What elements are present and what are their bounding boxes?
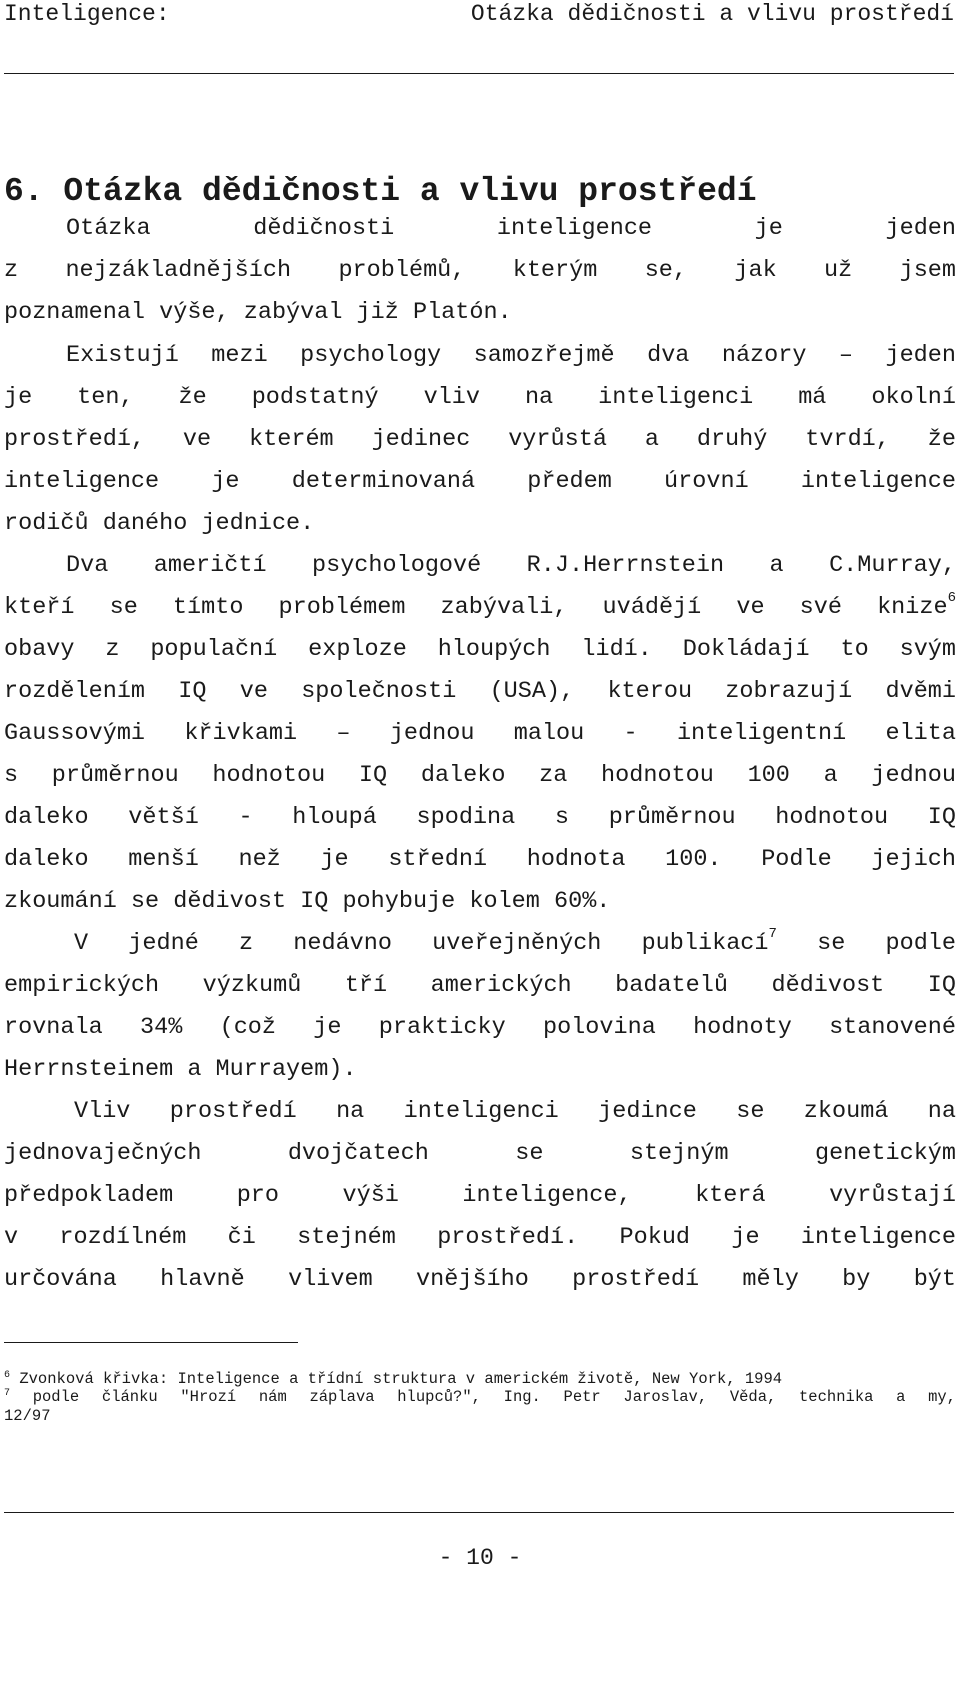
- p1-line-3: poznamenal výše, zabýval již Platón.: [4, 299, 512, 326]
- p4-line-1-text-a: V jedné z nedávno uveřejněných publikací: [74, 930, 769, 957]
- p2-line-4: inteligence je determinovaná předem úrovní inteligence: [4, 468, 956, 495]
- footnote-7: [4, 1388, 956, 1406]
- p5-line-4: v rozdílném či stejném prostředí. Pokud je inteligence: [4, 1224, 956, 1251]
- footnote-6-mark: 6: [4, 1370, 11, 1381]
- p5-line-1: Vliv prostředí na inteligenci jedince se zkoumá na: [74, 1098, 956, 1125]
- p3-line-3: obavy z populační exploze hloupých lidí. Dokládají to svým: [4, 636, 956, 663]
- p4-line-2: empirických výzkumů tří amerických badatelů dědivost IQ: [4, 972, 956, 999]
- page-number: - 10 -: [438, 1545, 522, 1571]
- footnote-7-continuation: 12/97: [4, 1407, 51, 1425]
- p4-line-1-text-b: se podle: [776, 930, 957, 957]
- header-chapter-label: Inteligence:: [4, 1, 170, 27]
- footnote-7-mark: 7: [4, 1388, 11, 1399]
- running-header: [4, 0, 954, 30]
- p3-line-8: daleko menší než je střední hodnota 100. Podle jejich: [4, 846, 956, 873]
- footnote-ref-7: 7: [768, 926, 777, 942]
- footnote-separator: [4, 1342, 298, 1343]
- header-rule: [4, 73, 954, 74]
- p3-line-9: zkoumání se dědivost IQ pohybuje kolem 60%.: [4, 888, 611, 915]
- p3-line-4: rozdělením IQ ve společnosti (USA), kterou zobrazují dvěmi: [4, 678, 956, 705]
- p5-line-3: předpokladem pro výši inteligence, která vyrůstají: [4, 1182, 956, 1209]
- footer-rule: [4, 1512, 954, 1513]
- p3-line-6: s průměrnou hodnotou IQ daleko za hodnotou 100 a jednou: [4, 762, 956, 789]
- p3-line-7: daleko větší - hloupá spodina s průměrnou hodnotou IQ: [4, 804, 956, 831]
- p1-line-2: z nejzákladnějších problémů, kterým se, jak už jsem: [4, 257, 956, 284]
- p3-line-2-text: kteří se tímto problémem zabývali, uvádějí ve své knize: [4, 594, 948, 621]
- p5-line-5: určována hlavně vlivem vnějšího prostředí měly by být: [4, 1266, 956, 1293]
- p3-line-5: Gaussovými křivkami – jednou malou - inteligentní elita: [4, 720, 956, 747]
- p3-line-1: Dva američtí psychologové R.J.Herrnstein a C.Murray,: [66, 552, 956, 579]
- footnote-ref-6: 6: [947, 590, 956, 606]
- p2-line-1: Existují mezi psychology samozřejmě dva názory – jeden: [66, 342, 956, 369]
- section-heading: 6. Otázka dědičnosti a vlivu prostředí: [4, 173, 757, 210]
- p2-line-5: rodičů daného jednice.: [4, 510, 315, 537]
- p5-line-2: jednovaječných dvojčatech se stejným genetickým: [4, 1140, 956, 1167]
- footnote-6: [4, 1370, 956, 1388]
- p1-line-1: Otázka dědičnosti inteligence je jeden: [66, 215, 956, 242]
- header-section-title: Otázka dědičnosti a vlivu prostředí: [470, 1, 954, 27]
- p3-line-2: [4, 590, 956, 623]
- footnote-7-text: podle článku "Hrozí nám záplava hlupců?", Ing. Petr Jaroslav, Věda, technika a my,: [32, 1388, 956, 1406]
- p2-line-2: je ten, že podstatný vliv na inteligenci má okolní: [4, 384, 956, 411]
- p4-line-1: [74, 926, 957, 959]
- footnote-6-text: Zvonková křivka: Inteligence a třídní struktura v americkém životě, New York, 1994: [19, 1370, 783, 1388]
- p2-line-3: prostředí, ve kterém jedinec vyrůstá a druhý tvrdí, že: [4, 426, 956, 453]
- p4-line-3: rovnala 34% (což je prakticky polovina hodnoty stanovené: [4, 1014, 956, 1041]
- p4-line-4: Herrnsteinem a Murrayem).: [4, 1056, 357, 1083]
